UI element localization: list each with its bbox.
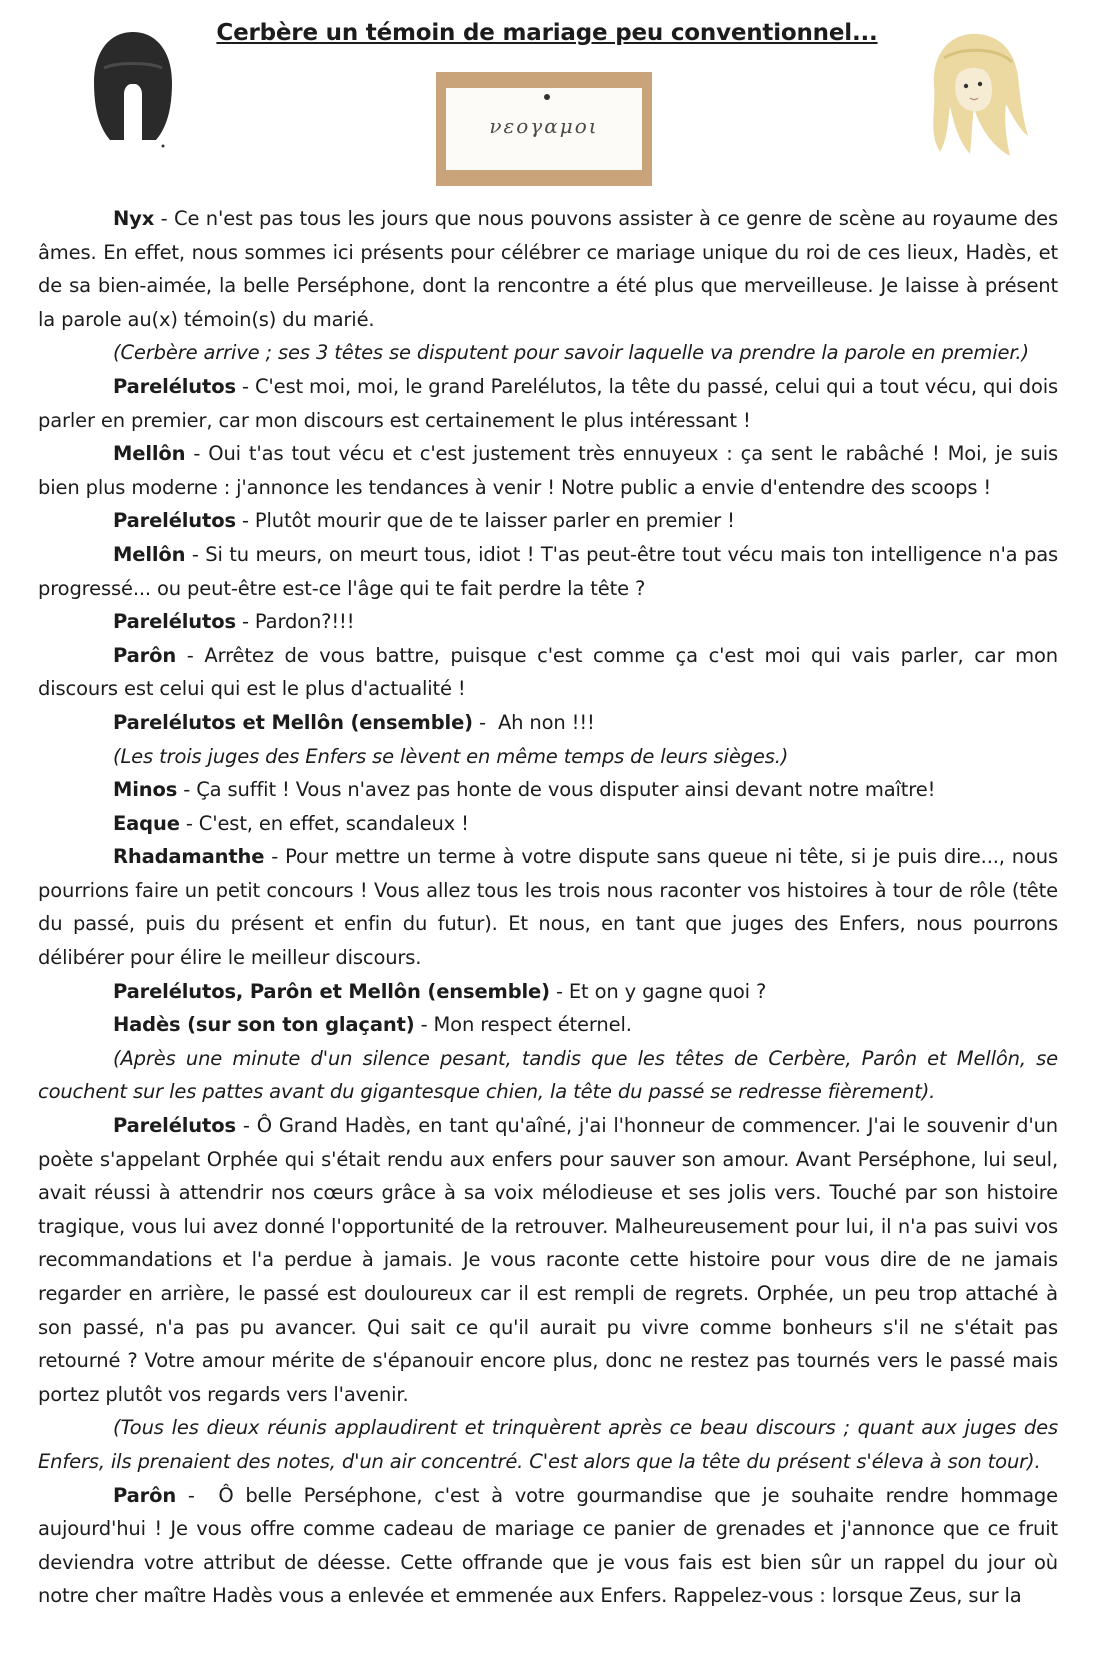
dialogue-text: Arrêtez de vous battre, puisque c'est comme ça c'est moi qui vais parler, car mon discours est celui qui est le plus d'actualité ! [38, 643, 1059, 701]
dialogue-line [38, 773, 1058, 807]
dialogue-text: Ça suffit ! Vous n'avez pas honte de vous disputer ainsi devant notre maître! [196, 778, 936, 802]
stage-direction-text: (Cerbère arrive ; ses 3 têtes se disputent pour savoir laquelle va prendre la parole en premier.) [113, 341, 1029, 365]
speaker-separator: - [176, 1483, 219, 1507]
speaker-name: Parôn [113, 643, 177, 667]
speaker-name: Parôn [113, 1483, 177, 1507]
speaker-name: Rhadamanthe [113, 845, 265, 869]
dialogue-line [38, 605, 1058, 639]
speaker-separator: - [185, 442, 209, 466]
dialogue-text: Ô belle Perséphone, c'est à votre gourmandise que je souhaite rendre hommage aujourd'hui ! Je vous offre comme cadeau de mariage ce panier de grenades et j'annonce que ce fruit deviendra votre attribut de déesse. Cette offrande que je vous fais est bien sûr un rappel du jour où notre cher maître Hadès vous a enlevée et emmenée aux Enfers. Rappelez-vous : lorsque Zeus, sur la [38, 1483, 1058, 1608]
stage-direction-text: (Les trois juges des Enfers se lèvent en même temps de leurs sièges.) [113, 744, 789, 768]
speaker-name: Parelélutos, Parôn et Mellôn (ensemble) [113, 979, 550, 1003]
speaker-name: Nyx [113, 207, 155, 230]
speaker-name: Hadès (sur son ton glaçant) [113, 1013, 415, 1037]
stage-direction [38, 740, 1058, 774]
dialogue-text: Pour mettre un terme à votre dispute sans queue ni tête, si je puis dire..., nous pourrions faire un petit concours ! Vous allez tous les trois nous raconter vos histoires à tour de rôle (tête du passé, puis du présent et enfin du futur). Et nous, en tant que juges des Enfers, nous pourrons délibérer pour élire le meilleur discours. [38, 845, 1058, 970]
dialogue-text: Ah non !!! [497, 710, 595, 734]
dialogue-text: Oui t'as tout vécu et c'est justement très ennuyeux : ça sent le rabâché ! Moi, je suis bien plus moderne : j'annonce les tendances à venir ! Notre public a envie d'entendre des scoops ! [38, 442, 1058, 499]
dialogue-text: Et on y gagne quoi ? [568, 979, 767, 1003]
speaker-separator: - [264, 845, 286, 869]
speaker-name: Eaque [113, 811, 180, 835]
speaker-separator: - [235, 509, 255, 533]
dialogue-text: Pardon?!!! [254, 610, 355, 634]
dialogue-text: C'est, en effet, scandaleux ! [198, 811, 469, 835]
speaker-separator: - [176, 643, 205, 667]
speaker-separator: - [185, 542, 206, 566]
sign-text: νεογαμοι [489, 114, 599, 138]
speaker-name: Mellôn [113, 442, 186, 466]
speaker-separator: - [414, 1013, 434, 1037]
dialogue-line [38, 1008, 1058, 1042]
sign-panel [446, 88, 642, 170]
dialogue-line [38, 202, 1058, 336]
dialogue-line [38, 504, 1058, 538]
dialogue-text: Plutôt mourir que de te laisser parler en premier ! [254, 509, 735, 533]
speaker-name: Mellôn [113, 542, 186, 566]
dialogue-line [38, 975, 1058, 1009]
speaker-name: Parelélutos [113, 374, 236, 398]
stage-direction [38, 1411, 1058, 1478]
dialogue-text: Mon respect éternel. [433, 1013, 632, 1037]
speaker-name: Parelélutos [113, 509, 236, 533]
stage-direction-text: (Après une minute d'un silence pesant, tandis que les têtes de Cerbère, Parôn et Mellôn, se couchent sur les pattes avant du gigantesque chien, la tête du passé se redresse fièrement). [38, 1046, 1058, 1104]
dialogue-line [38, 840, 1058, 974]
speaker-separator: - [235, 374, 255, 398]
persephone-illustration [918, 28, 1033, 163]
dialogue-line [38, 639, 1058, 706]
dialogue-line [38, 706, 1058, 740]
speaker-separator: - [235, 1114, 257, 1138]
dialogue-text: C'est moi, moi, le grand Parelélutos, la tête du passé, celui qui a tout vécu, qui dois parler en premier, car mon discours est certainement le plus intéressant ! [38, 374, 1058, 432]
dialogue-text: Ô Grand Hadès, en tant qu'aîné, j'ai l'honneur de commencer. J'ai le souvenir d'un poète s'appelant Orphée qui s'était rendu aux enfers pour sauver son amour. Avant Perséphone, lui seul, avait réussi à attendrir nos cœurs grâce à sa voix mélodieuse et ses jolis vers. Touché par son histoire tragique, vous lui avez donné l'opportunité de la retrouver. Malheureusement pour lui, il n'a pas suivi vos recommandations et l'a perdue à jamais. Je vous raconte cette histoire pour vous dire de ne jamais regarder en arrière, le passé est douloureux car il est rempli de regrets. Orphée, un peu trop attaché à son passé, n'a pas pu avancer. Qui sait ce qu'il aurait pu vivre comme bonheurs s'il ne s'était pas retourné ? Votre amour mérite de s'épanouir encore plus, donc ne restez pas tournés vers le passé mais portez plutôt vos regards vers l'avenir. [38, 1114, 1059, 1406]
pin-icon [544, 94, 550, 100]
dialogue-line [38, 807, 1058, 841]
stage-direction [38, 336, 1058, 370]
dialogue-line [38, 1109, 1058, 1411]
speaker-separator: - [154, 207, 174, 230]
speaker-name: Parelélutos [113, 610, 236, 634]
spartan-helmet-illustration [88, 28, 178, 153]
dialogue-line [38, 1479, 1058, 1613]
speaker-separator: - [179, 811, 199, 835]
dialogue-body [38, 202, 1058, 1613]
speaker-separator: - [472, 710, 498, 734]
speaker-separator: - [235, 610, 255, 634]
speaker-name: Minos [113, 778, 178, 802]
document-title: Cerbère un témoin de mariage peu conventionnel... [216, 20, 878, 46]
speaker-name: Parelélutos et Mellôn (ensemble) [113, 710, 473, 734]
dialogue-line [38, 538, 1058, 605]
stage-direction-text: (Tous les dieux réunis applaudirent et trinquèrent après ce beau discours ; quant aux juges des Enfers, ils prenaient des notes, d'un air concentré. C'est alors que la tête du présent s'éleva à son tour). [38, 1416, 1058, 1473]
speaker-name: Parelélutos [113, 1114, 236, 1138]
dialogue-text: Ce n'est pas tous les jours que nous pouvons assister à ce genre de scène au royaume des âmes. En effet, nous sommes ici présents pour célébrer ce mariage unique du roi de ces lieux, Hadès, et de sa bien-aimée, la belle Perséphone, dont la rencontre a été plus que merveilleuse. Je laisse à présent la parole au(x) témoin(s) du marié. [38, 207, 1058, 331]
dialogue-text: Si tu meurs, on meurt tous, idiot ! T'as peut-être tout vécu mais ton intelligence n'a pas progressé... ou peut-être est-ce l'âge qui te fait perdre la tête ? [38, 542, 1058, 600]
wooden-sign [436, 72, 652, 186]
speaker-separator: - [177, 778, 197, 802]
dialogue-line [38, 370, 1058, 437]
stage-direction [38, 1042, 1058, 1109]
speaker-separator: - [549, 979, 569, 1003]
dialogue-line [38, 437, 1058, 504]
